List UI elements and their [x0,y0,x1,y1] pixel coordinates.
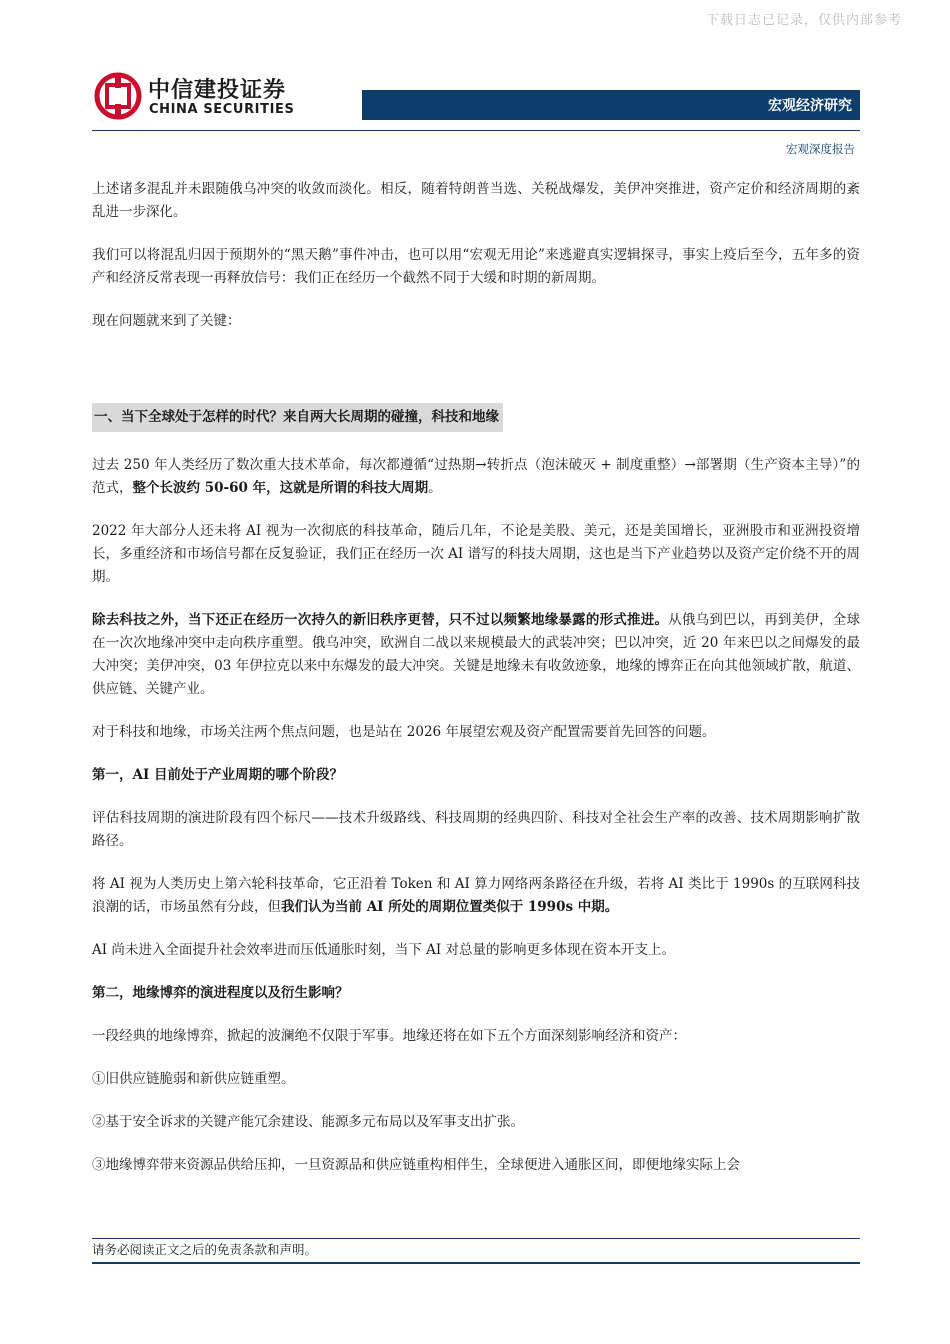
footer-divider [92,1238,860,1239]
paragraph: 对于科技和地缘，市场关注两个焦点问题，也是站在 2026 年展望宏观及资产配置需要首先回答的问题。 [92,724,716,740]
emphasis-text: 我们认为当前 AI 所处的周期位置类似于 1990s 中期。 [281,899,619,915]
list-item: ①旧供应链脆弱和新供应链重塑。 [92,1071,295,1087]
section-heading: 一、当下全球处于怎样的时代？来自两大长周期的碰撞，科技和地缘 [92,403,503,432]
paragraph-text: 。 [428,480,442,496]
question-heading: 第一，AI 目前处于产业周期的哪个阶段？ [92,767,343,783]
paragraph-text: 过去 250 年人类经历了数次重大技术革命，每次都遵循“过热期→转折点（泡沫破灭 + 制度重整）→部署期（生产资本主导）”的范式， [92,457,860,496]
paragraph: 上述诸多混乱并未跟随俄乌冲突的收敛而淡化。相反，随着特朗普当选、关税战爆发，美伊冲突推进，资产定价和经济周期的紊乱进一步深化。 [92,181,860,220]
watermark-text: 下载日志已记录，仅供内部参考 [705,13,902,28]
header-divider [92,130,860,131]
paragraph [92,609,860,701]
logo-name-en: CHINA SECURITIES [149,102,295,117]
paragraph [92,454,860,500]
paragraph: 现在问题就来到了关键： [92,313,241,329]
emphasis-text: 除去科技之外，当下还正在经历一次持久的新旧秩序更替，只不过以频繁地缘暴露的形式推进。 [92,612,669,628]
footer-disclaimer: 请务必阅读正文之后的免责条款和声明。 [92,1242,318,1257]
paragraph: 2022 年大部分人还未将 AI 视为一次彻底的科技革命，随后几年，不论是美股、美元，还是美国增长，亚洲股市和亚洲投资增长，多重经济和市场信号都在反复验证，我们正在经历一次 AI 谱写的科技大周期，这也是当下产业趋势以及资产定价绕不开的周期。 [92,523,860,585]
paragraph-text: 从俄乌到巴以，再到美伊，全球在一次次地缘冲突中走向秩序重塑。俄乌冲突，欧洲自二战以来规模最大的武装冲突；巴以冲突，近 20 年来巴以之间爆发的最大冲突；美伊冲突，03 年伊拉克以来中东爆发的最大冲突。关键是地缘未有收敛迹象，地缘的博弈正在向其他领域扩散，航道、供应链、关键产业。 [92,612,861,697]
section-label: 宏观经济研究 [768,98,852,114]
list-item: ②基于安全诉求的关键产能冗余建设、能源多元布局以及军事支出扩张。 [92,1114,524,1130]
emphasis-text: 整个长波约 50-60 年，这就是所谓的科技大周期 [132,480,429,496]
paragraph-text: 将 AI 视为人类历史上第六轮科技革命，它正沿着 Token 和 AI 算力网络两条路径在升级，若将 AI 类比于 1990s 的互联网科技浪潮的话，市场虽然有分歧，但 [92,876,860,915]
paragraph: 评估科技周期的演进阶段有四个标尺——技术升级路线、科技周期的经典四阶、科技对全社会生产率的改善、技术周期影响扩散路径。 [92,810,860,849]
document-body [92,178,860,1197]
citic-logo-icon [94,72,142,120]
report-type-label: 宏观深度报告 [786,142,855,156]
paragraph: 我们可以将混乱归因于预期外的“黑天鹅”事件冲击，也可以用“宏观无用论”来逃避真实逻辑探寻，事实上疫后至今，五年多的资产和经济反常表现一再释放信号：我们正在经历一个截然不同于大缓和时期的新周期。 [92,247,860,286]
paragraph [92,873,860,919]
footer-divider-thick [92,1262,860,1264]
header-section-bar [362,90,860,120]
logo-name-cn: 中信建投证券 [148,78,287,103]
company-logo [94,72,314,122]
list-item: ③地缘博弈带来资源品供给压抑，一旦资源品和供应链重构相伴生，全球便进入通胀区间，即便地缘实际上会 [92,1157,740,1173]
question-heading: 第二，地缘博弈的演进程度以及衍生影响？ [92,985,349,1001]
paragraph: AI 尚未进入全面提升社会效率进而压低通胀时刻，当下 AI 对总量的影响更多体现在资本开支上。 [92,942,676,958]
paragraph: 一段经典的地缘博弈，掀起的波澜绝不仅限于军事。地缘还将在如下五个方面深刻影响经济和资产： [92,1028,686,1044]
